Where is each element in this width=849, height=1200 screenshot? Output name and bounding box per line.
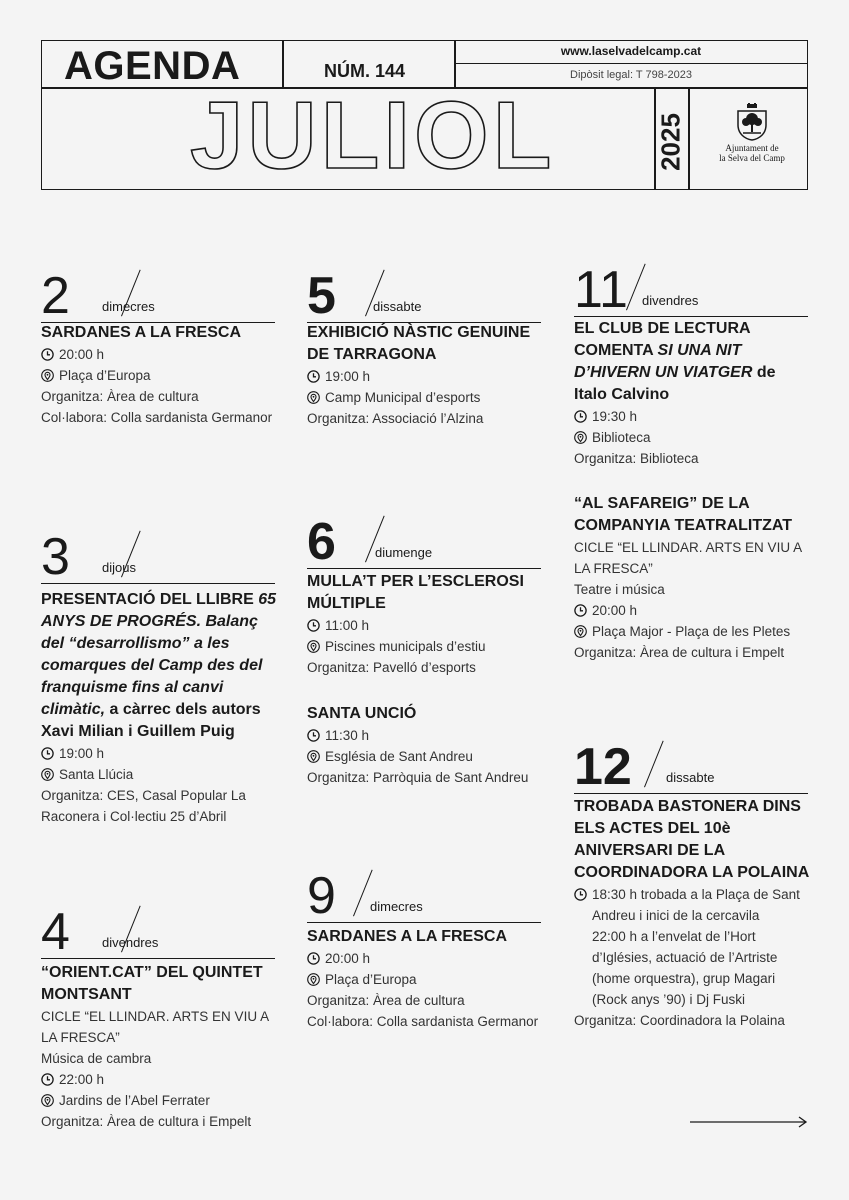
day-number: 11 — [574, 261, 628, 319]
clock-icon — [307, 729, 320, 742]
event-book-presentation — [41, 589, 281, 827]
event-time: 20:00 h — [59, 347, 105, 362]
day-number: 9 — [307, 867, 336, 925]
event-genre: Música de cambra — [41, 1051, 152, 1066]
day-6-header — [307, 513, 541, 571]
event-collaborator: Col·labora: Colla sardanista Germanor — [41, 410, 273, 425]
event-title: MULLA’T PER L’ESCLEROSI MÚLTIPLE — [307, 573, 524, 612]
location-pin-icon — [574, 625, 587, 638]
event-cycle: CICLE “EL LLINDAR. ARTS EN VIU A LA FRESCA” — [41, 1009, 269, 1045]
location-pin-icon — [41, 1094, 54, 1107]
event-organizer: Organitza: Biblioteca — [574, 451, 699, 466]
event-time: 20:00 h — [592, 603, 638, 618]
weekday: dimecres — [102, 299, 155, 314]
event-al-safareig — [574, 493, 810, 663]
clock-icon — [307, 619, 320, 632]
masthead — [41, 40, 808, 190]
event-trobada-bastonera — [574, 796, 810, 1031]
location-pin-icon — [41, 768, 54, 781]
weekday: dimecres — [370, 899, 423, 914]
day-number: 6 — [307, 513, 336, 571]
event-place: Plaça Major - Plaça de les Pletes — [592, 624, 791, 639]
event-place: Biblioteca — [592, 430, 651, 445]
event-title: SARDANES A LA FRESCA — [307, 928, 508, 945]
event-organizer: Organitza: CES, Casal Popular La Raconera i Col·lectiu 25 d’Abril — [41, 788, 246, 824]
issue-number: NÚM. 144 — [324, 61, 406, 81]
day-3-header — [41, 528, 275, 586]
location-pin-icon — [574, 431, 587, 444]
day-11-header — [574, 261, 808, 319]
clock-icon — [41, 747, 54, 760]
year-label: 2025 — [655, 113, 686, 171]
weekday: dissabte — [666, 770, 715, 785]
day-2-header — [41, 267, 275, 325]
event-time: 18:30 h trobada a la Plaça de Sant Andreu i inici de la cercavila — [592, 887, 800, 923]
event-time-secondary: 22:00 h a l’envelat de l’Hort d’Iglésies, actuació de l’Artriste (home orquestra), grup Magari (Rock anys ’90) i Dj Fuski — [592, 929, 778, 1007]
location-pin-icon — [41, 369, 54, 382]
town-council-logo: Ajuntament de la Selva del Camp — [697, 97, 807, 187]
event-title: EXHIBICIÓ NÀSTIC GENUINE DE TARRAGONA — [307, 324, 531, 363]
website-link[interactable]: www.laselvadelcamp.cat — [560, 44, 702, 58]
arrow-right-icon[interactable] — [690, 1116, 808, 1128]
event-club-lectura — [574, 318, 810, 469]
day-12-header — [574, 738, 808, 796]
event-place: Església de Sant Andreu — [325, 749, 473, 764]
event-collaborator: Col·labora: Colla sardanista Germanor — [307, 1014, 539, 1029]
event-mullat — [307, 571, 547, 678]
event-santa-uncio — [307, 703, 547, 788]
day-number: 3 — [41, 528, 70, 586]
event-title: “AL SAFAREIG” DE LA COMPANYIA TEATRALITZAT — [574, 495, 793, 534]
event-title: SANTA UNCIÓ — [307, 705, 417, 722]
event-time: 22:00 h — [59, 1072, 105, 1087]
clock-icon — [574, 410, 587, 423]
event-organizer: Organitza: Parròquia de Sant Andreu — [307, 770, 529, 785]
event-title: “ORIENT.CAT” DEL QUINTET MONTSANT — [41, 964, 263, 1003]
event-organizer: Organitza: Coordinadora la Polaina — [574, 1013, 785, 1028]
event-time: 19:00 h — [325, 369, 371, 384]
day-5-header — [307, 267, 541, 325]
clock-icon — [41, 348, 54, 361]
agenda-title: AGENDA — [64, 44, 241, 88]
weekday: divendres — [102, 935, 159, 950]
location-pin-icon — [307, 973, 320, 986]
weekday: dissabte — [373, 299, 422, 314]
event-place: Plaça d’Europa — [325, 972, 417, 987]
location-pin-icon — [307, 391, 320, 404]
day-number: 12 — [574, 738, 632, 796]
event-title: TROBADA BASTONERA DINS ELS ACTES DEL 10è ANIVERSARI DE LA COORDINADORA LA POLAINA — [574, 798, 810, 881]
event-organizer: Organitza: Associació l’Alzina — [307, 411, 484, 426]
day-number: 2 — [41, 267, 70, 325]
clock-icon — [307, 952, 320, 965]
event-cycle: CICLE “EL LLINDAR. ARTS EN VIU A LA FRESCA” — [574, 540, 802, 576]
event-nastic — [307, 322, 547, 429]
day-number: 4 — [41, 903, 70, 961]
event-place: Plaça d’Europa — [59, 368, 151, 383]
event-place: Jardins de l’Abel Ferrater — [59, 1093, 210, 1108]
event-organizer: Organitza: Pavelló d’esports — [307, 660, 476, 675]
event-time: 11:00 h — [325, 618, 370, 633]
event-organizer: Organitza: Àrea de cultura — [41, 389, 199, 404]
clock-icon — [574, 888, 587, 901]
event-title: EL CLUB DE LECTURA COMENTA SI UNA NIT D’HIVERN UN VIATGER de Italo Calvino — [574, 320, 776, 403]
event-sardanes-9 — [307, 926, 547, 1032]
event-title: SARDANES A LA FRESCA — [41, 324, 242, 341]
event-place: Santa Llúcia — [59, 767, 134, 782]
event-organizer: Organitza: Àrea de cultura — [307, 993, 465, 1008]
weekday: diumenge — [375, 545, 433, 560]
event-orient-cat — [41, 962, 281, 1132]
clock-icon — [574, 604, 587, 617]
weekday: dijous — [102, 560, 136, 575]
event-time: 11:30 h — [325, 728, 370, 743]
clock-icon — [41, 1073, 54, 1086]
event-title: PRESENTACIÓ DEL LLIBRE 65 ANYS DE PROGRÉS. Balanç del “desarrollismo” a les comarques del Camp des del franquisme fins al canvi climàtic, a càrrec dels autors Xavi Milian i Guillem Puig — [41, 591, 276, 740]
clock-icon — [307, 370, 320, 383]
day-number: 5 — [307, 267, 336, 325]
event-organizer: Organitza: Àrea de cultura i Empelt — [41, 1114, 252, 1129]
location-pin-icon — [307, 750, 320, 763]
weekday: divendres — [642, 293, 699, 308]
event-time: 19:00 h — [59, 746, 105, 761]
legal-deposit: Dipòsit legal: T 798-2023 — [570, 69, 692, 81]
event-time: 19:30 h — [592, 409, 638, 424]
event-place: Piscines municipals d’estiu — [325, 639, 486, 654]
coat-of-arms-icon — [735, 103, 769, 141]
event-time: 20:00 h — [325, 951, 371, 966]
event-genre: Teatre i música — [574, 582, 665, 597]
month-title: JULIOL — [190, 82, 556, 189]
event-place: Camp Municipal d’esports — [325, 390, 481, 405]
event-organizer: Organitza: Àrea de cultura i Empelt — [574, 645, 785, 660]
event-sardanes-2 — [41, 322, 281, 428]
day-9-header — [307, 867, 541, 925]
location-pin-icon — [307, 640, 320, 653]
day-4-header — [41, 903, 275, 961]
